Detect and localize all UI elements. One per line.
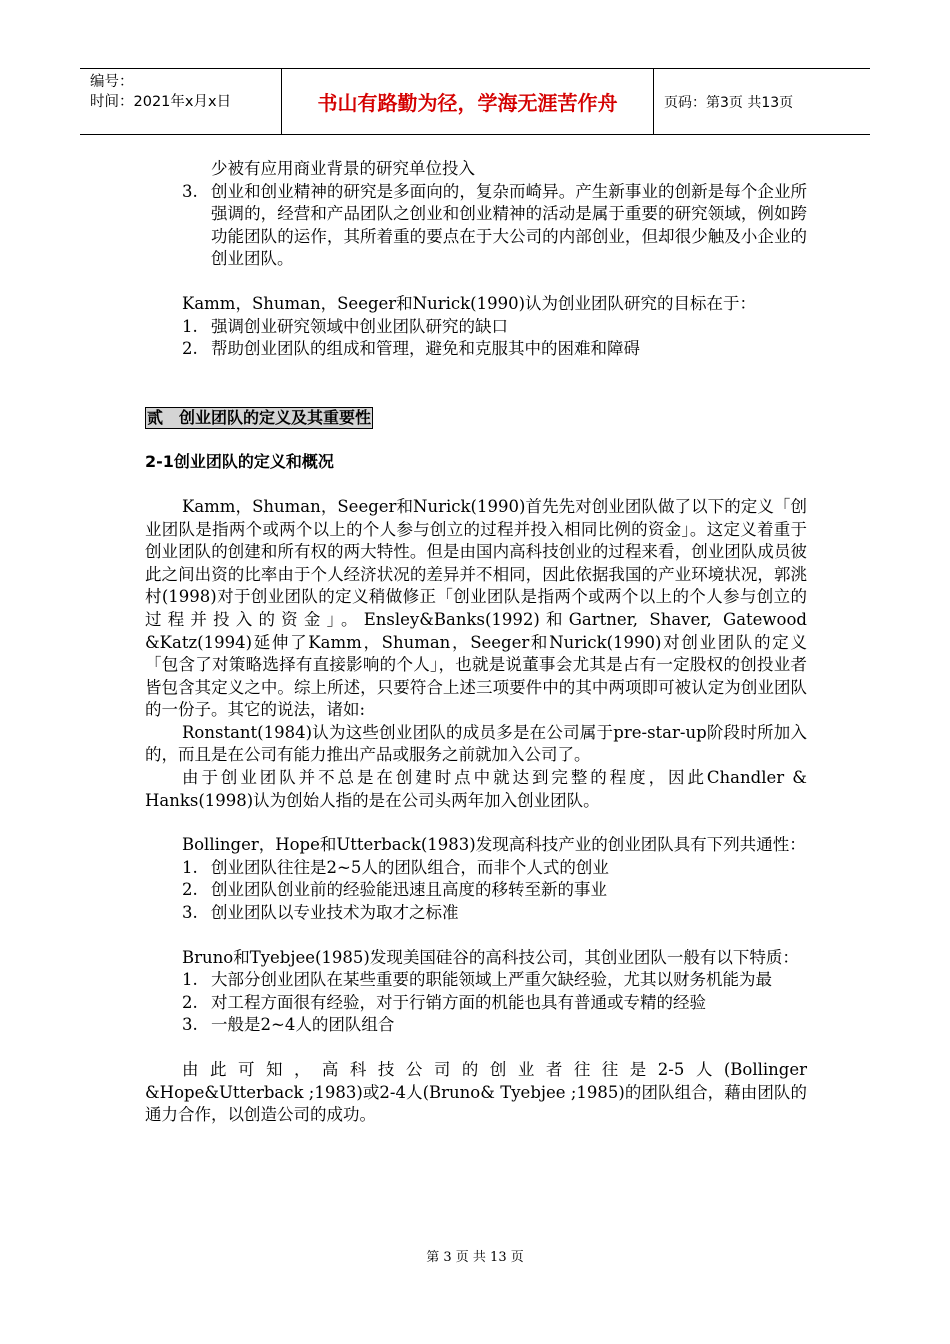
header-page-number: 页码：第3页 共13页 <box>664 94 794 111</box>
list-item-continuation: 少被有应用商业背景的研究单位投入 <box>211 159 475 178</box>
list-text: 创业团队往往是2~5人的团队组合，而非个人式的创业 <box>211 857 609 877</box>
page-header <box>80 68 870 135</box>
list-item <box>145 902 807 925</box>
subsection-title: 2-1创业团队的定义和概况 <box>145 452 334 472</box>
list-number: 2. <box>182 992 198 1012</box>
list-number: 2. <box>182 339 198 359</box>
paragraph-chandler: 由于创业团队并不总是在创建时点中就达到完整的程度，因此Chandler & Hanks(1998)认为创始人指的是在公司头两年加入创业团队。 <box>145 768 807 810</box>
list-number: 2. <box>182 880 198 900</box>
list-item <box>145 181 807 271</box>
list-text: 创业和创业精神的研究是多面向的，复杂而崎异。产生新事业的创新是每个企业所强调的，经营和产品团队之创业和创业精神的活动是属于重要的研究领域，例如跨功能团队的运作，其所着重的要点在于大公司的内部创业，但却很少触及小企业的创业团队。 <box>211 181 807 269</box>
header-date: 时间：2021年x月x日 <box>90 94 232 110</box>
list-number: 3. <box>182 181 198 201</box>
page-footer: 第 3 页 共 13 页 <box>426 1250 524 1265</box>
list-item <box>145 1014 807 1037</box>
paragraph-definition: Kamm，Shuman，Seeger和Nurick(1990)首先先对创业团队做了以下的定义「创业团队是指两个或两个以上的个人参与创立的过程并投入相同比例的资金」。这定义着重于创业团队的创建和所有权的两大特性。但是由国内高科技创业的过程来看，创业团队成员彼此之间出资的比率由于个人经济状况的差异并不相同，因此依据我国的产业环境状况，郭洮村(1998)对于创业团队的定义稍做修正「创业团队是指两个或两个以上的个人参与创立的过程并投入的资金」。Ensley&Banks(1992)和Gartner, Shaver, Gatewood &Katz(1994)延伸了Kamm，Shuman，Seeger和Nurick(1990)对创业团队的定义「包含了对策略选择有直接影响的个人」，也就是说董事会尤其是占有一定股权的创投业者皆包含其定义之中。综上所述，只要符合上述三项要件中的其中两项即可被认定为创业团队的一份子。其它的说法，诸如: <box>145 496 807 720</box>
list-text: 创业团队以专业技术为取才之标准 <box>211 903 459 923</box>
list-text: 强调创业研究领域中创业团队研究的缺口 <box>211 316 508 336</box>
list-number: 1. <box>182 970 198 990</box>
list-text: 创业团队创业前的经验能迅速且高度的移转至新的事业 <box>211 880 607 900</box>
paragraph-ronstant: Ronstant(1984)认为这些创业团队的成员多是在公司属于pre-star-up阶段时所加入的，而且是在公司有能力推出产品或服务之前就加入公司了。 <box>145 722 807 765</box>
header-serial: 编号： <box>90 74 134 90</box>
list-number: 3. <box>182 903 198 923</box>
paragraph-conclusion-line1: 由此可知，高科技公司的创业者往往是2-5人(Bollinger <box>182 1060 807 1079</box>
list-item <box>145 969 807 992</box>
list-text: 对工程方面很有经验，对于行销方面的机能也具有普通或专精的经验 <box>211 992 706 1012</box>
list-item <box>145 992 807 1015</box>
header-meta <box>80 69 282 134</box>
list-item <box>145 316 807 339</box>
list-text: 一般是2~4人的团队组合 <box>211 1015 395 1035</box>
list-item <box>145 857 807 880</box>
list-number: 1. <box>182 857 198 877</box>
list-number: 1. <box>182 316 198 336</box>
list-item <box>145 879 807 902</box>
section-heading <box>145 407 807 430</box>
header-motto: 书山有路勤为径，学海无涯苦作舟 <box>282 69 654 134</box>
section-title: 贰 创业团队的定义及其重要性 <box>147 407 372 427</box>
paragraph-kamm-intro: Kamm，Shuman，Seeger和Nurick(1990)认为创业团队研究的目标在于： <box>182 293 757 313</box>
list-number: 3. <box>182 1015 198 1035</box>
paragraph-bollinger-intro: Bollinger，Hope和Utterback(1983)发现高科技产业的创业团队具有下列共通性： <box>182 835 806 855</box>
document-body <box>145 158 807 1127</box>
list-text: 帮助创业团队的组成和管理，避免和克服其中的困难和障碍 <box>211 339 640 359</box>
paragraph-conclusion-rest: &Hope&Utterback ;1983)或2-4人(Bruno& Tyebjee ;1985)的团队组合，藉由团队的通力合作，以创造公司的成功。 <box>145 1082 807 1125</box>
list-text: 大部分创业团队在某些重要的职能领域上严重欠缺经验，尤其以财务机能为最 <box>211 970 772 990</box>
paragraph-bruno-intro: Bruno和Tyebjee(1985)发现美国硅谷的高科技公司，其创业团队一般有以下特质： <box>182 947 799 967</box>
list-item <box>145 338 807 361</box>
